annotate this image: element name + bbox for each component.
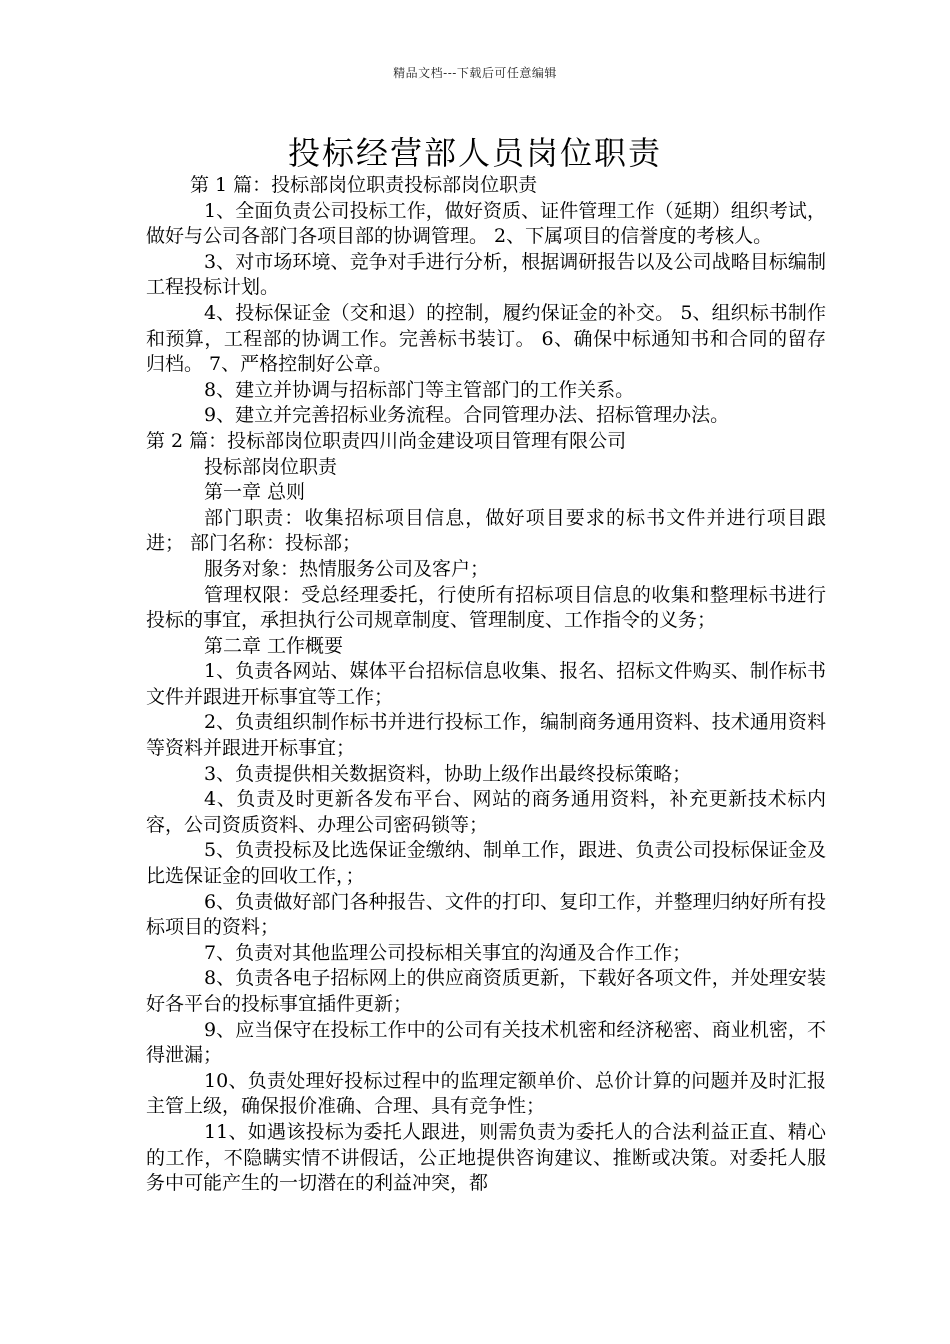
paragraph: 11、如遇该投标为委托人跟进，则需负责为委托人的合法利益正直、精心的工作，不隐瞒实情不讲假话，公正地提供咨询建议、推断或决策。对委托人服务中可能产生的一切潜在的利益冲突，都 xyxy=(146,1120,826,1195)
paragraph: 4、投标保证金（交和退）的控制，履约保证金的补交。 5、组织标书制作和预算，工程部的协调工作。完善标书装订。 6、确保中标通知书和合同的留存归档。 7、严格控制好公章。 xyxy=(146,301,826,376)
paragraph: 4、负责及时更新各发布平台、网站的商务通用资料，补充更新技术标内容，公司资质资料、办理公司密码锁等； xyxy=(146,788,826,836)
paragraph: 第 1 篇：投标部岗位职责投标部岗位职责 xyxy=(190,174,538,196)
paragraph: 2、负责组织制作标书并进行投标工作，编制商务通用资料、技术通用资料等资料并跟进开标事宜； xyxy=(146,711,826,760)
paragraph: 8、建立并协调与招标部门等主管部门的工作关系。 xyxy=(204,378,635,401)
paragraph: 第一章 总则 xyxy=(204,481,306,504)
paragraph: 6、负责做好部门各种报告、文件的打印、复印工作，并整理归纳好所有投标项目的资料； xyxy=(146,890,826,939)
paragraph: 8、负责各电子招标网上的供应商资质更新，下载好各项文件，并处理安装好各平台的投标事宜插件更新； xyxy=(146,967,826,1015)
paragraph: 1、负责各网站、媒体平台招标信息收集、报名、招标文件购买、制作标书文件并跟进开标事宜等工作； xyxy=(146,660,826,708)
paragraph: 部门职责：收集招标项目信息，做好项目要求的标书文件并进行项目跟进； 部门名称：投标部； xyxy=(146,506,826,555)
paragraph: 第 2 篇：投标部岗位职责四川尚金建设项目管理有限公司 xyxy=(146,429,627,452)
paragraph: 服务对象：热情服务公司及客户； xyxy=(204,557,490,580)
paragraph: 7、负责对其他监理公司投标相关事宜的沟通及合作工作； xyxy=(204,941,692,964)
paragraph: 第二章 工作概要 xyxy=(204,634,344,657)
paragraph: 1、全面负责公司投标工作，做好资质、证件管理工作（延期）组织考试，做好与公司各部门各项目部的协调管理。 2、下属项目的信誉度的考核人。 xyxy=(146,199,826,248)
paragraph: 3、负责提供相关数据资料，协助上级作出最终投标策略； xyxy=(204,762,692,785)
paragraph: 管理权限：受总经理委托，行使所有招标项目信息的收集和整理标书进行投标的事宜，承担执行公司规章制度、管理制度、工作指令的义务； xyxy=(146,583,826,632)
paragraph: 9、建立并完善招标业务流程。合同管理办法、招标管理办法。 xyxy=(204,404,730,427)
paragraph: 投标部岗位职责 xyxy=(204,455,338,478)
header-note: 精品文档---下载后可任意编辑 xyxy=(393,66,557,80)
paragraph: 3、对市场环境、竞争对手进行分析，根据调研报告以及公司战略目标编制工程投标计划。 xyxy=(146,250,826,299)
document-title: 投标经营部人员岗位职责 xyxy=(287,134,662,172)
paragraph: 10、负责处理好投标过程中的监理定额单价、总价计算的问题并及时汇报主管上级，确保报价准确、合理、具有竞争性； xyxy=(146,1069,826,1118)
document-body xyxy=(146,173,826,1197)
paragraph: 5、负责投标及比选保证金缴纳、制单工作，跟进、负责公司投标保证金及比选保证金的回收工作，； xyxy=(146,839,826,888)
paragraph: 9、应当保守在投标工作中的公司有关技术机密和经济秘密、商业机密，不得泄漏； xyxy=(146,1018,826,1067)
